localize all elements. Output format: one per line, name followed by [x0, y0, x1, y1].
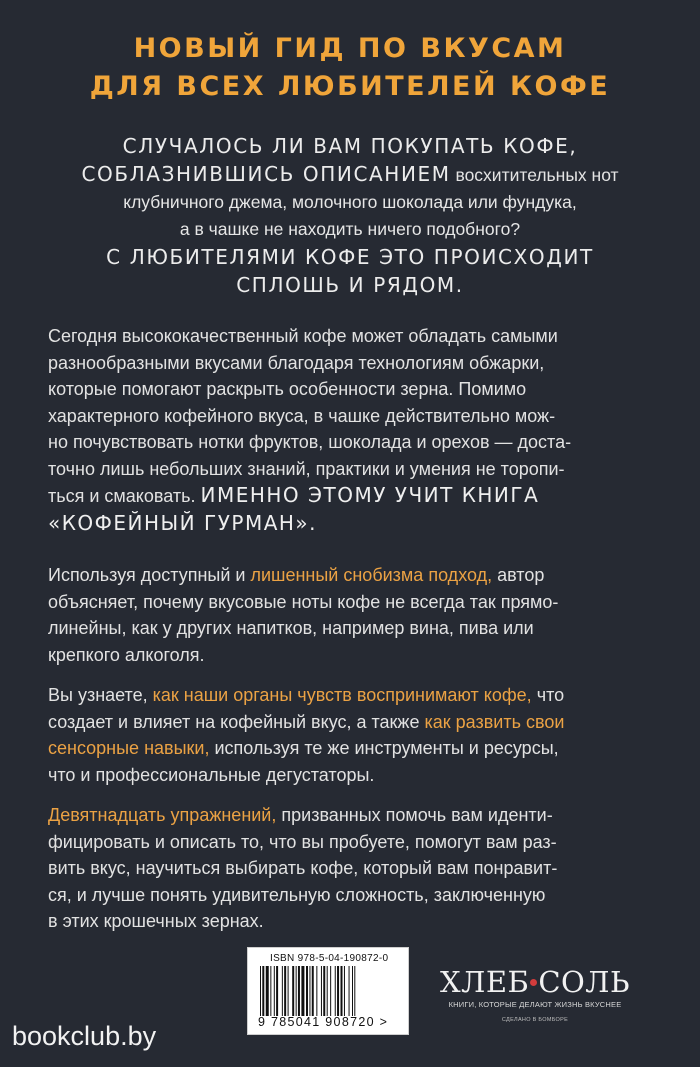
para4-line-1-b: призванных помочь вам иденти- — [276, 805, 553, 825]
para1-line-2: разнообразными вкусами благодаря технологиям обжарки, — [48, 352, 545, 373]
para2-line-1 — [48, 562, 663, 589]
para2-line-2: объясняет, почему вкусовые ноты кофе не всегда так прямо- — [48, 591, 559, 612]
para3-line-2 — [48, 709, 663, 736]
para3-line-1 — [48, 682, 663, 709]
para2-line-1-a: Используя доступный и — [48, 565, 251, 585]
para3-line-3-b: используя те же инструменты и ресурсы, — [209, 738, 559, 758]
paragraph-3 — [48, 682, 663, 788]
barcode-bars — [258, 966, 400, 1016]
para1-line-7-caps: ИМЕННО ЭТОМУ УЧИТ КНИГА — [200, 483, 540, 507]
para2-line-3: линейны, как у других напитков, например вина, пива или — [48, 618, 534, 638]
publisher-wordmark-b: СОЛЬ — [538, 965, 631, 999]
publisher-wordmark — [440, 965, 630, 999]
para4-line-3: вить вкус, научиться выбирать кофе, который вам понравит- — [48, 858, 558, 878]
publisher-logo — [440, 965, 630, 1023]
para3-line-1-a: Вы узнаете, — [48, 685, 153, 705]
para1-line-7-text: ться и смаковать. — [48, 486, 201, 506]
para1-line-8: «КОФЕЙНЫЙ ГУРМАН». — [48, 510, 318, 535]
para3-line-4: что и профессиональные дегустаторы. — [48, 764, 375, 785]
para3-line-3 — [48, 735, 663, 762]
intro-line-5: С ЛЮБИТЕЛЯМИ КОФЕ ЭТО ПРОИСХОДИТ — [106, 245, 594, 269]
headline — [0, 30, 700, 106]
para1-line-5: но почувствовать нотки фруктов, шоколада и орехов — доста- — [48, 432, 572, 452]
intro-line-1: СЛУЧАЛОСЬ ЛИ ВАМ ПОКУПАТЬ КОФЕ, — [122, 134, 578, 158]
para4-line-2: фицировать и описать то, что вы пробуете, помогут вам раз- — [48, 831, 557, 852]
publisher-subtitle: СДЕЛАНО В БОМБОРЕ — [501, 1017, 569, 1023]
intro-line-3: клубничного джема, молочного шоколада или фундука, — [123, 192, 577, 212]
isbn-text: ISBN 978-5-04-190872-0 — [270, 953, 389, 964]
para3-highlight-3: сенсорные навыки, — [48, 738, 210, 758]
barcode — [247, 947, 409, 1035]
publisher-slogan: КНИГИ, КОТОРЫЕ ДЕЛАЮТ ЖИЗНЬ ВКУСНЕЕ — [448, 1000, 622, 1009]
para3-line-1-c: что — [531, 685, 565, 705]
intro-line-2 — [0, 160, 700, 189]
intro-line-4: а в чашке не находить ничего подобного? — [179, 219, 521, 239]
paragraph-4 — [48, 802, 663, 935]
headline-line-2: ДЛЯ ВСЕХ ЛЮБИТЕЛЕЙ КОФЕ — [89, 71, 611, 102]
paragraph-1 — [48, 323, 663, 536]
para2-line-1-c: автор — [492, 565, 545, 585]
para1-line-6: точно лишь небольших знаний, практики и умения не торопи- — [48, 458, 565, 479]
intro-block — [0, 132, 700, 299]
watermark: bookclub.by — [12, 1021, 157, 1051]
intro-line-2-caps: СОБЛАЗНИВШИСЬ ОПИСАНИЕМ — [81, 162, 451, 186]
para3-highlight-2: как развить свои — [424, 711, 565, 732]
paragraph-2 — [48, 562, 663, 668]
para4-highlight-1: Девятнадцать упражнений, — [48, 805, 277, 825]
publisher-wordmark-a: ХЛЕБ — [440, 965, 530, 999]
para1-line-4: характерного кофейного вкуса, в чашке действительно мож- — [48, 405, 556, 426]
para4-line-1 — [48, 802, 663, 829]
para1-line-3: которые помогают раскрыть особенности зерна. Помимо — [48, 379, 527, 399]
para2-highlight-1: лишенный снобизма подход, — [250, 565, 493, 585]
para3-highlight-1: как наши органы чувств воспринимают кофе, — [152, 685, 532, 705]
headline-line-1: НОВЫЙ ГИД ПО ВКУСАМ — [133, 33, 567, 64]
intro-line-6: СПЛОШЬ И РЯДОМ. — [236, 273, 464, 297]
para3-line-2-a: создает и влияет на кофейный вкус, а также — [48, 711, 425, 732]
publisher-dot-icon — [530, 979, 537, 986]
para4-line-5: в этих крошечных зернах. — [48, 911, 264, 931]
para1-line-7 — [48, 482, 663, 510]
para1-line-1: Сегодня высококачественный кофе может обладать самыми — [48, 326, 558, 346]
para4-line-4: ся, и лучше понять удивительную сложность, заключенную — [48, 884, 546, 905]
para2-line-4: крепкого алкоголя. — [48, 644, 205, 665]
intro-line-2-rest: восхитительных нот — [450, 165, 619, 185]
barcode-digits: 9 785041 908720 > — [258, 1015, 389, 1029]
